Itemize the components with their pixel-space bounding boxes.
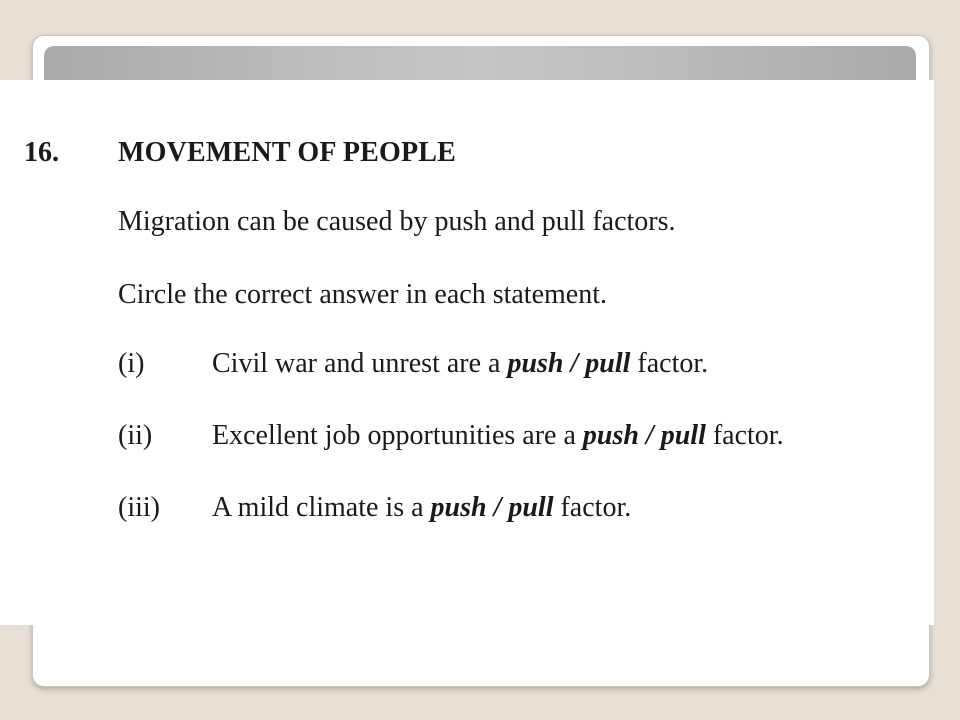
- statement-suffix: factor.: [630, 348, 709, 379]
- statement-choice: push / pull: [582, 420, 706, 451]
- statement-suffix: factor.: [705, 420, 784, 451]
- statement-choice: push / pull: [430, 492, 554, 523]
- statement-label: (i): [118, 348, 145, 379]
- statement-text: A mild climate is a: [212, 492, 431, 523]
- question-intro: Migration can be caused by push and pull factors.: [118, 206, 676, 237]
- statement-label: (ii): [118, 420, 153, 451]
- question-instruction: Circle the correct answer in each statement.: [118, 279, 607, 310]
- statement-text: Civil war and unrest are a: [212, 348, 508, 379]
- question-number: 16.: [24, 137, 59, 168]
- statement-1: [118, 348, 708, 380]
- statement-text: Excellent job opportunities are a: [212, 420, 583, 451]
- statement-suffix: factor.: [553, 492, 632, 523]
- statement-3: [118, 492, 631, 524]
- statement-choice: push / pull: [507, 348, 631, 379]
- statement-2: [118, 420, 784, 452]
- statement-label: (iii): [118, 492, 160, 523]
- question-title: MOVEMENT OF PEOPLE: [118, 137, 457, 168]
